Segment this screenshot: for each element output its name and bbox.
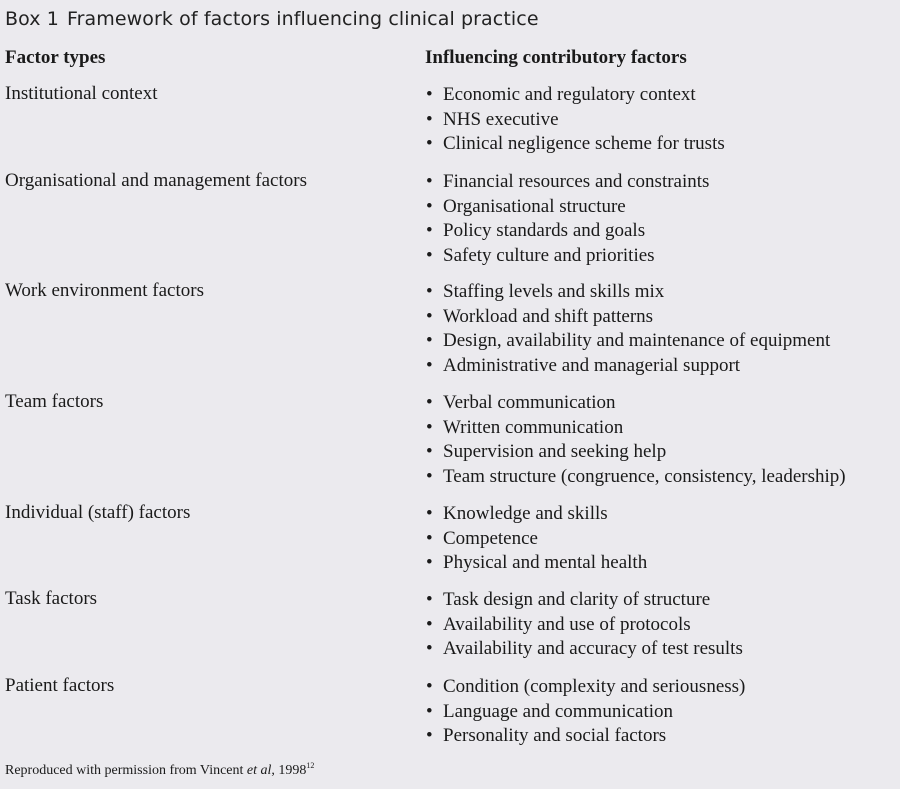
- contributory-factor-text: Availability and use of protocols: [443, 613, 691, 635]
- contributory-factor-text: Language and communication: [443, 700, 674, 722]
- contributory-factor-item: [425, 354, 830, 379]
- contributory-factor-item: [425, 132, 725, 157]
- factor-type-label: Organisational and management factors: [5, 170, 307, 191]
- bullet-icon: •: [426, 220, 433, 242]
- bullet-icon: •: [426, 676, 433, 697]
- box-number: Box 1: [5, 8, 59, 30]
- column-header-contributory-factors: Influencing contributory factors: [425, 47, 687, 68]
- factor-type-label: Task factors: [5, 588, 98, 609]
- contributory-factor-item: [425, 551, 647, 576]
- factor-type-label: Individual (staff) factors: [5, 502, 191, 523]
- bullet-icon: •: [426, 354, 433, 376]
- bullet-icon: •: [426, 305, 433, 327]
- contributory-factor-text: Knowledge and skills: [443, 503, 608, 524]
- footnote-reference: 12: [306, 761, 315, 770]
- contributory-factor-text: Design, availability and maintenance of equipment: [443, 330, 831, 352]
- bullet-icon: •: [426, 613, 433, 635]
- contributory-factor-list: [425, 675, 745, 749]
- contributory-factor-item: [425, 305, 830, 330]
- contributory-factor-item: [425, 527, 647, 552]
- contributory-factor-text: Task design and clarity of structure: [443, 589, 711, 610]
- contributory-factor-text: Written communication: [443, 416, 624, 438]
- contributory-factor-item: [425, 280, 830, 305]
- contributory-factor-list: [425, 588, 743, 662]
- bullet-icon: •: [426, 416, 433, 438]
- contributory-factor-text: Safety culture and priorities: [443, 244, 655, 266]
- bullet-icon: •: [426, 700, 433, 722]
- contributory-factor-item: [425, 195, 709, 220]
- contributory-factor-list: [425, 280, 830, 378]
- contributory-factor-text: Competence: [443, 527, 538, 549]
- contributory-factor-text: Verbal communication: [443, 392, 616, 413]
- box-title: [5, 8, 539, 30]
- contributory-factor-text: Supervision and seeking help: [443, 441, 667, 463]
- bullet-icon: •: [426, 84, 433, 105]
- bullet-icon: •: [426, 441, 433, 463]
- source-footnote: [5, 761, 314, 779]
- contributory-factor-item: [425, 170, 709, 195]
- contributory-factor-item: [425, 700, 745, 725]
- bullet-icon: •: [426, 330, 433, 352]
- contributory-factor-text: Condition (complexity and seriousness): [443, 676, 746, 697]
- factor-type-label: Work environment factors: [5, 280, 204, 301]
- contributory-factor-list: [425, 502, 647, 576]
- bullet-icon: •: [426, 244, 433, 266]
- contributory-factor-item: [425, 108, 725, 133]
- bullet-icon: •: [426, 465, 433, 487]
- contributory-factor-item: [425, 502, 647, 527]
- contributory-factor-text: Personality and social factors: [443, 725, 667, 747]
- column-header-factor-types: Factor types: [5, 47, 106, 68]
- contributory-factor-item: [425, 219, 709, 244]
- bullet-icon: •: [426, 638, 433, 660]
- contributory-factor-item: [425, 83, 725, 108]
- bullet-icon: •: [426, 527, 433, 549]
- contributory-factor-item: [425, 329, 830, 354]
- contributory-factor-item: [425, 724, 745, 749]
- footnote-italic: et al: [246, 763, 272, 778]
- footnote-prefix: Reproduced with permission from Vincent: [5, 763, 247, 778]
- contributory-factor-text: Staffing levels and skills mix: [443, 281, 665, 302]
- contributory-factor-item: [425, 613, 743, 638]
- contributory-factor-list: [425, 391, 846, 489]
- contributory-factor-list: [425, 170, 709, 268]
- bullet-icon: •: [426, 392, 433, 413]
- contributory-factor-text: Availability and accuracy of test results: [443, 638, 743, 660]
- contributory-factor-item: [425, 244, 709, 269]
- contributory-factor-item: [425, 440, 846, 465]
- factor-type-label: Patient factors: [5, 675, 115, 696]
- contributory-factor-item: [425, 588, 743, 613]
- bullet-icon: •: [426, 133, 433, 155]
- bullet-icon: •: [426, 281, 433, 302]
- bullet-icon: •: [426, 195, 433, 217]
- bullet-icon: •: [426, 503, 433, 524]
- contributory-factor-text: Economic and regulatory context: [443, 84, 696, 105]
- contributory-factor-text: Policy standards and goals: [443, 220, 646, 242]
- factor-type-label: Team factors: [5, 391, 104, 412]
- bullet-icon: •: [426, 171, 433, 192]
- box-title-text: Framework of factors influencing clinical practice: [66, 8, 539, 30]
- contributory-factor-text: Financial resources and constraints: [443, 171, 710, 192]
- bullet-icon: •: [426, 552, 433, 574]
- contributory-factor-list: [425, 83, 725, 157]
- contributory-factor-text: Physical and mental health: [443, 552, 648, 574]
- contributory-factor-text: Administrative and managerial support: [443, 354, 741, 376]
- contributory-factor-text: Organisational structure: [443, 195, 626, 217]
- contributory-factor-item: [425, 391, 846, 416]
- contributory-factor-item: [425, 675, 745, 700]
- bullet-icon: •: [426, 589, 433, 610]
- contributory-factor-item: [425, 465, 846, 490]
- contributory-factor-item: [425, 416, 846, 441]
- contributory-factor-text: Team structure (congruence, consistency, leadership): [443, 465, 846, 487]
- bullet-icon: •: [426, 108, 433, 130]
- factor-type-label: Institutional context: [5, 83, 158, 104]
- contributory-factor-text: Workload and shift patterns: [443, 305, 654, 327]
- contributory-factor-text: Clinical negligence scheme for trusts: [443, 133, 725, 155]
- contributory-factor-item: [425, 637, 743, 662]
- footnote-suffix: , 1998: [271, 763, 307, 778]
- contributory-factor-text: NHS executive: [443, 108, 559, 130]
- bullet-icon: •: [426, 725, 433, 747]
